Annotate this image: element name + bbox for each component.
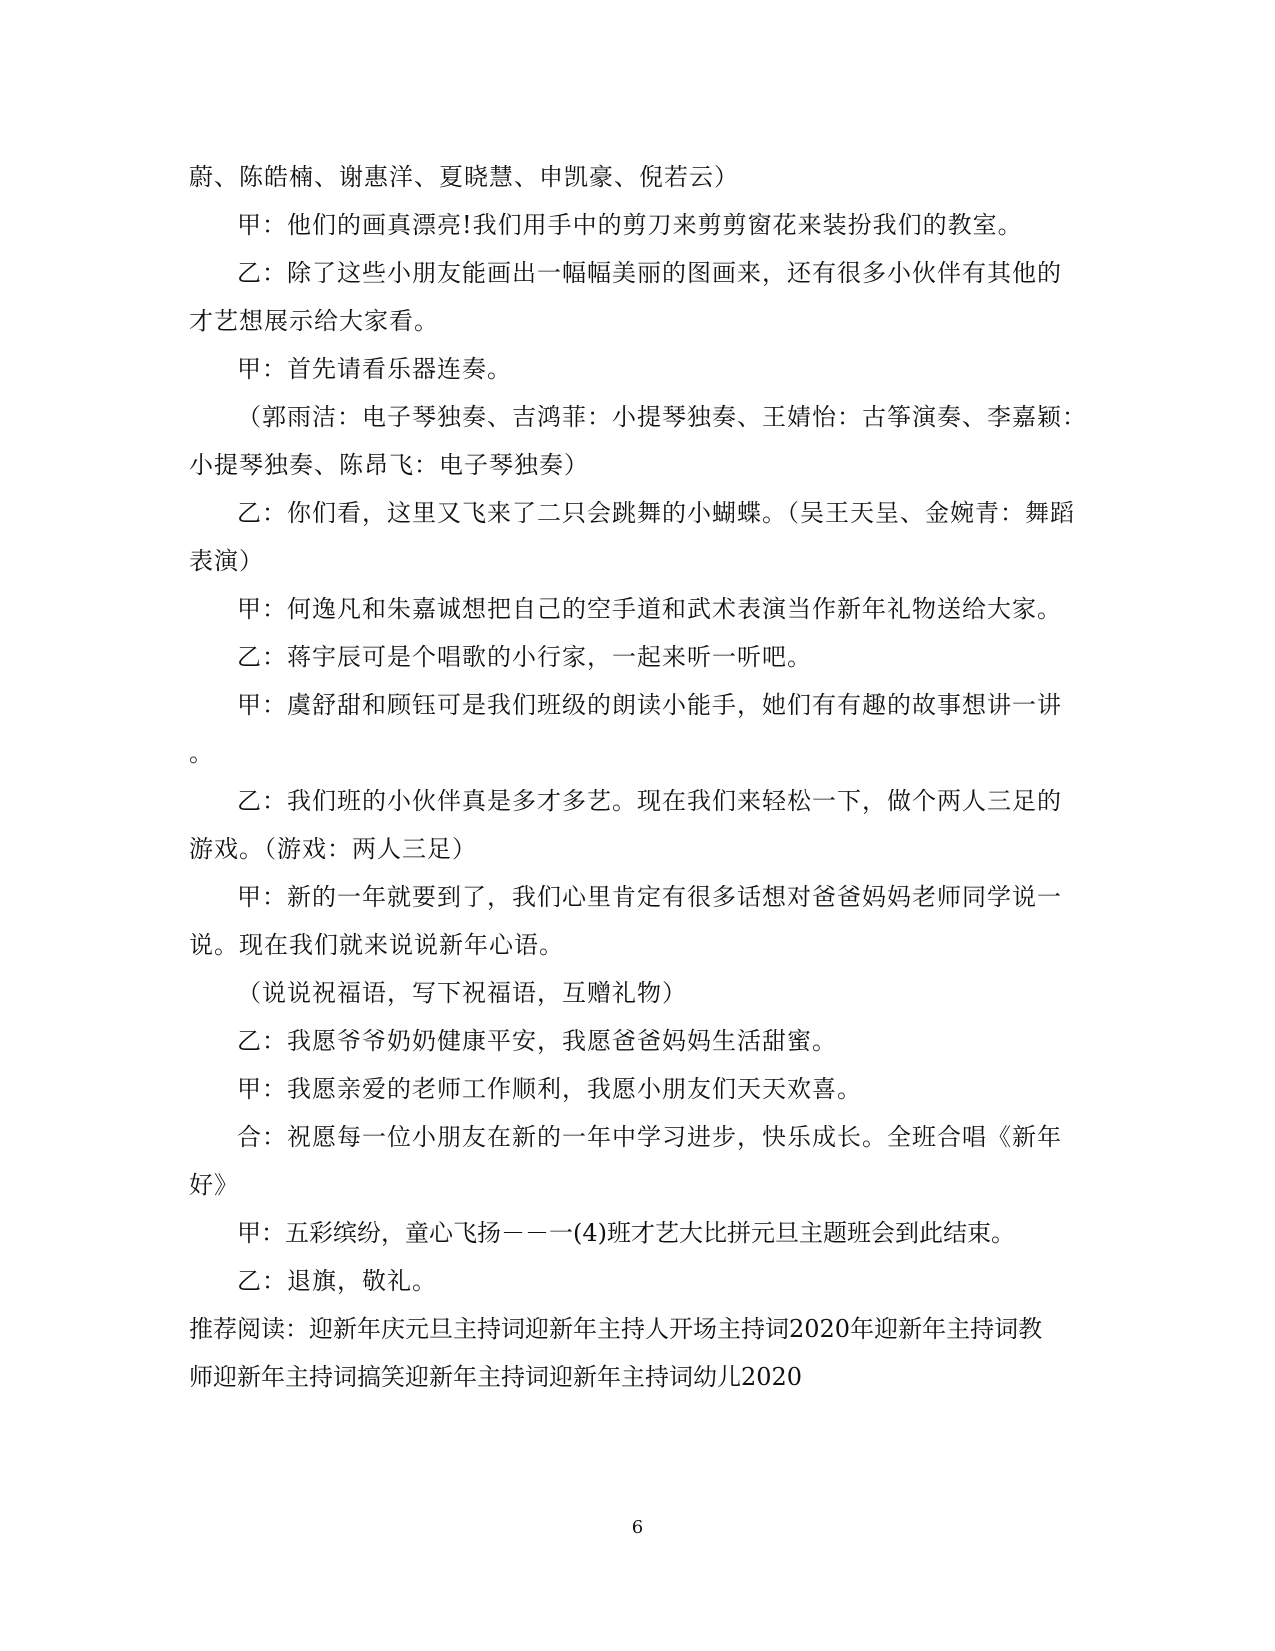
text-line-19: 乙：我愿爷爷奶奶健康平安，我愿爸爸妈妈生活甜蜜。 [237, 1027, 837, 1055]
recommended-reading-line-2: 师迎新年主持词搞笑迎新年主持词迎新年主持词幼儿2020 [189, 1363, 803, 1391]
page-body [189, 153, 1089, 1401]
text-line-24: 乙：退旗，敬礼。 [237, 1267, 437, 1295]
text-line-17: 说。现在我们就来说说新年心语。 [189, 931, 564, 959]
text-line-5: 甲：首先请看乐器连奏。 [237, 355, 512, 383]
text-line-20: 甲：我愿亲爱的老师工作顺利，我愿小朋友们天天欢喜。 [237, 1075, 862, 1103]
text-line-16: 甲：新的一年就要到了，我们心里肯定有很多话想对爸爸妈妈老师同学说一 [237, 883, 1062, 911]
text-line-22: 好》 [189, 1171, 239, 1199]
text-line-2: 甲：他们的画真漂亮!我们用手中的剪刀来剪剪窗花来装扮我们的教室。 [237, 211, 1023, 239]
text-line-13: 。 [189, 739, 214, 767]
text-line-6: （郭雨洁：电子琴独奏、吉鸿菲：小提琴独奏、王婧怡：古筝演奏、李嘉颖： [237, 403, 1087, 431]
text-line-8: 乙：你们看，这里又飞来了二只会跳舞的小蝴蝶。（吴王天呈、金婉青：舞蹈 [237, 499, 1075, 527]
page-number: 6 [631, 1517, 644, 1538]
text-line-21: 合：祝愿每一位小朋友在新的一年中学习进步，快乐成长。全班合唱《新年 [237, 1123, 1062, 1151]
text-line-11: 乙：蒋宇辰可是个唱歌的小行家，一起来听一听吧。 [237, 643, 812, 671]
recommended-reading-line-1: 推荐阅读：迎新年庆元旦主持词迎新年主持人开场主持词2020年迎新年主持词教 [189, 1315, 1043, 1343]
text-line-23: 甲：五彩缤纷，童心飞扬－－一(4)班才艺大比拼元旦主题班会到此结束。 [237, 1219, 1015, 1247]
text-line-15: 游戏。（游戏：两人三足） [189, 835, 477, 863]
text-line-4: 才艺想展示给大家看。 [189, 307, 439, 335]
text-line-3: 乙：除了这些小朋友能画出一幅幅美丽的图画来，还有很多小伙伴有其他的 [237, 259, 1062, 287]
text-line-9: 表演） [189, 547, 264, 575]
text-line-18: （说说祝福语，写下祝福语，互赠礼物） [237, 979, 687, 1007]
text-line-12: 甲：虞舒甜和顾钰可是我们班级的朗读小能手，她们有有趣的故事想讲一讲 [237, 691, 1062, 719]
text-line-14: 乙：我们班的小伙伴真是多才多艺。现在我们来轻松一下，做个两人三足的 [237, 787, 1062, 815]
text-line-10: 甲：何逸凡和朱嘉诚想把自己的空手道和武术表演当作新年礼物送给大家。 [237, 595, 1062, 623]
text-line-1: 蔚、陈皓楠、谢惠洋、夏晓慧、申凯豪、倪若云） [189, 163, 739, 191]
text-line-7: 小提琴独奏、陈昂飞：电子琴独奏） [189, 451, 589, 479]
